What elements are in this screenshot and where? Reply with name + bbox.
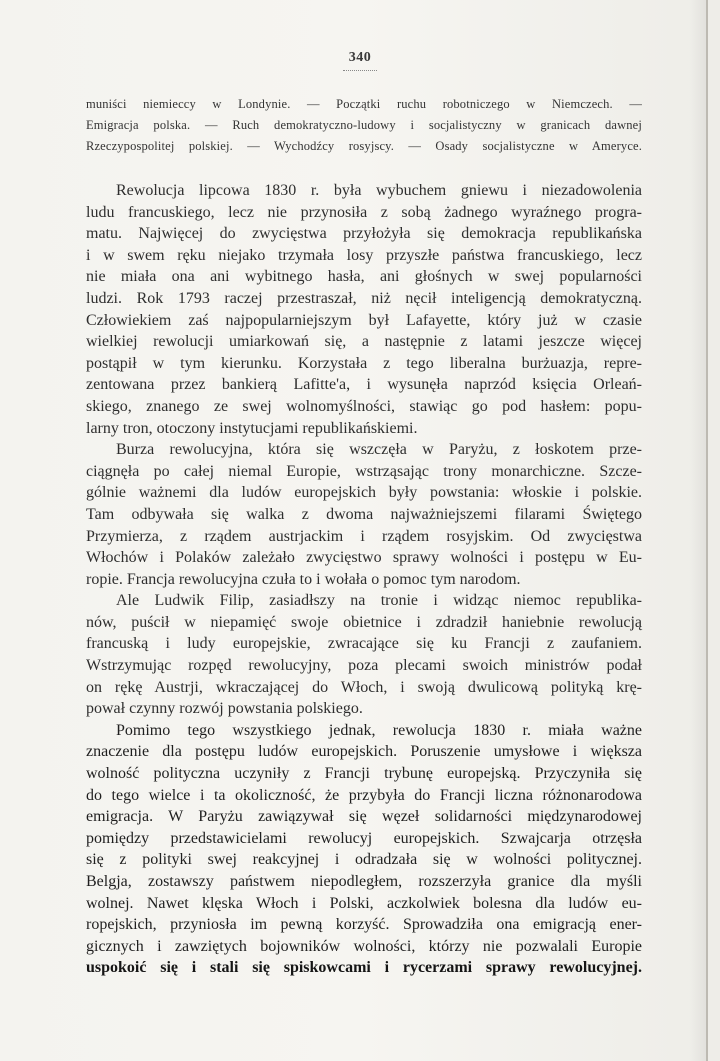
summary-line: Emigracja polska. — Ruch demokratyczno-ludowy i socjalistyczny w granicach dawnej [86,118,642,132]
text-line: Pomimo tego wszystkiego jednak, rewolucja 1830 r. miała ważne [116,721,642,739]
text-line: pował czynny rozwój powstania polskiego. [86,700,363,718]
text-line: znaczenie dla postępu ludów europejskich. Poruszenie umysłowe i większa [86,743,642,761]
summary-line: muniści niemieccy w Londynie. — Początki ruchu robotniczego w Niemczech. — [86,97,642,111]
page-gutter-shadow [690,0,706,1061]
text-line: nie miała ona ani wybitnego hasła, ani głośnych w swej popularności [86,268,642,286]
text-line: matu. Najwięcej do zwycięstwa przyłożyła się demokracja republikańska [86,225,642,243]
page-edge-line [706,0,708,1061]
text-line: ropie. Francja rewolucyjna czuła to i wołała o pomoc tym narodom. [86,570,521,588]
text-line: się z polityki swej reakcyjnej i odradzała się w wolności politycznej. [86,851,642,869]
text-line: Tam odbywała się walka z dwoma najważniejszemi filarami Świętego [86,505,642,523]
text-line: i w swem ręku niejako trzymała losy przyszłe państwa francuskiego, lecz [86,246,642,264]
text-line: wolność polityczna uczyniły z Francji trybunę europejską. Przyczyniła się [86,765,642,783]
text-line: ropejskich, przyniosła im pewną korzyść. Sprowadziła ona emigracją ener- [86,916,642,934]
text-line: Belgja, zostawszy państwem niepodległem, rozszerzyła granice dla myśli [86,873,642,890]
text-line: gólnie ważnemi dla ludów europejskich były powstania: włoskie i polskie. [86,484,642,502]
text-line: emigracja. W Paryżu zawiązywał się węzeł solidarności międzynarodowej [86,808,642,826]
text-line: do tego wielce i ta okoliczność, że przybyła do Francji liczna różnonarodowa [86,786,642,804]
text-line: on rękę Austrji, wkraczającej do Włoch, i swoją dwulicową polityką krę- [86,678,642,696]
text-line: wielkiej rewolucji umiarkowań się, a następnie z latami jeszcze więcej [86,333,642,351]
text-line: Przymierza, z rządem austrjackim i rządem rosyjskim. Od zwycięstwa [86,527,642,545]
text-line: Ale Ludwik Filip, zasiadłszy na tronie i widząc niemoc republika- [116,592,642,610]
text-line: postąpił w tym kierunku. Korzystała z tego liberalna burżuazja, repre- [86,354,642,372]
text-line: Burza rewolucyjna, która się wszczęła w Paryżu, z łoskotem prze- [116,441,642,459]
text-line: francuską i ludy europejskie, zwracające się ku Francji z zaufaniem. [86,635,642,653]
text-line: skiego, znanego ze swej wolnomyślności, stawiąc go pod hasłem: popu- [86,397,642,415]
text-line: pomiędzy przedstawicielami rewolucyj europejskich. Szwajcarja otrzęsła [86,829,642,847]
body-text [86,180,642,979]
text-line: wolnej. Nawet klęska Włoch i Polski, aczkolwiek bolesna dla ludów eu- [86,894,642,912]
text-line: ludu francuskiego, lecz nie przynosiła z sobą żadnego wyraźnego progra- [86,203,642,221]
text-line: gicznych i zawziętych bojowników wolności, którzy nie pozwalali Europie [86,937,642,955]
text-line: uspokoić się i stali się spiskowcami i rycerzami sprawy rewolucyjnej. [86,959,642,977]
page-number: 340 [348,50,372,65]
text-line: larny tron, otoczony instytucjami republikańskiemi. [86,419,418,437]
text-line: nów, puścił w niepamięć swoje obietnice i zdradził haniebnie rewolucją [86,613,642,631]
text-line: ludzi. Rok 1793 raczej przestraszał, niż nęcił inteligencją demokratyczną. [86,289,642,307]
summary-line: Rzeczypospolitej polskiej. — Wychodźcy rosyjscy. — Osady socjalistyczne w Ameryce. [86,139,642,153]
text-line: Człowiekiem zaś najpopularniejszym był Lafayette, który już w czasie [86,311,642,329]
text-line: zentowana przez bankierą Lafitte'a, i wysunęła naprzód księcia Orleań- [86,376,642,394]
text-line: Rewolucja lipcowa 1830 r. była wybuchem gniewu i niezadowolenia [116,182,642,199]
page-number-underline [343,70,377,71]
text-line: Włochów i Polaków zależało zwycięstwo sprawy wolności i postępu w Eu- [86,549,642,567]
text-line: ciągnęła po całej niemal Europie, wstrząsając trony monarchiczne. Szcze- [86,462,642,480]
text-line: Wstrzymując rozpęd rewolucyjny, poza plecami swoich ministrów podał [86,657,642,675]
chapter-summary [86,94,642,157]
